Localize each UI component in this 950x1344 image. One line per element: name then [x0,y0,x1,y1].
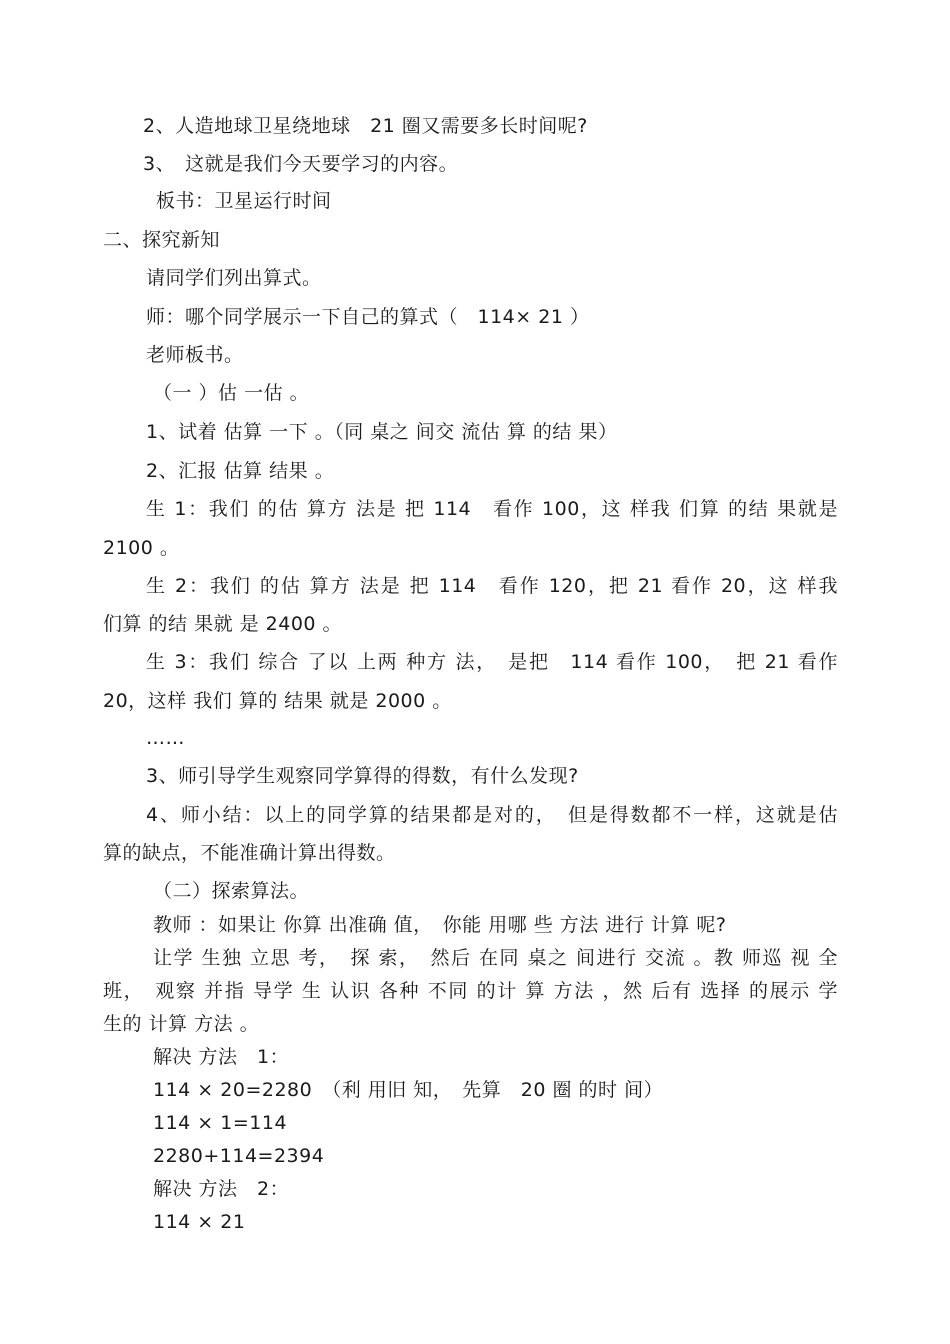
calculation-line: 2280+114=2394 [153,1145,325,1167]
section-heading-2: 二、探究新知 [103,229,221,251]
calculation-line: 114 × 20=2280 （利 用旧 知， 先算 20 圈 的时 间） [153,1079,664,1101]
paragraph-line: 20，这样 我们 算的 结果 就是 2000 。 [103,690,452,712]
method-heading-1: 解决 方法 1： [153,1046,290,1068]
paragraph-line: 1、试着 估算 一下 。（同 桌之 间交 流估 算 的结 果） [146,421,618,443]
paragraph-line: 2、汇报 估算 结果 。 [146,460,335,482]
paragraph-line: 们算 的结 果就 是 2400 。 [103,613,343,635]
blackboard-note: 板书：卫星运行时间 [156,190,332,212]
paragraph-line: 2100 。 [103,537,180,559]
paragraph-line: 让学 生独 立思 考， 探 索， 然后 在同 桌之 间进行 交流 。教 师巡 视 全 [153,947,838,969]
ellipsis-line: …… [146,727,185,749]
question-line-3: 3、 这就是我们今天要学习的内容。 [143,153,459,175]
paragraph-line: 算的缺点，不能准确计算出得数。 [103,842,396,864]
subsection-heading-1: （一 ）估 一估 。 [153,382,310,404]
method-heading-2: 解决 方法 2： [153,1178,290,1200]
paragraph-line: 请同学们列出算式。 [146,267,322,289]
paragraph-line: 教师 ：如果让 你算 出准确 值， 你能 用哪 些 方法 进行 计算 呢? [153,914,727,936]
paragraph-line: 4、师小结：以上的同学算的结果都是对的， 但是得数都不一样，这就是估 [146,804,838,826]
subsection-heading-2: （二）探索算法。 [153,880,310,902]
question-line-2: 2、人造地球卫星绕地球 21 圈又需要多长时间呢? [143,115,588,137]
paragraph-line: 3、师引导学生观察同学算得的得数，有什么发现? [146,765,579,787]
paragraph-line: 生 3：我们 综合 了以 上两 种方 法， 是把 114 看作 100， 把 21 看作 [146,651,838,673]
paragraph-line: 生的 计算 方法 。 [103,1013,260,1035]
paragraph-line: 老师板书。 [146,344,244,366]
paragraph-line: 师：哪个同学展示一下自己的算式（ 114× 21 ） [146,306,590,328]
paragraph-line: 生 2：我们 的估 算方 法是 把 114 看作 120，把 21 看作 20，这 样我 [146,575,838,597]
paragraph-line: 生 1：我们 的估 算方 法是 把 114 看作 100，这 样我 们算 的结 果就是 [146,498,838,520]
calculation-line: 114 × 21 [153,1211,246,1233]
calculation-line: 114 × 1=114 [153,1112,288,1134]
paragraph-line: 班， 观察 并指 导学 生 认识 各种 不同 的计 算 方法 ，然 后有 选择 的展示 学 [103,980,838,1002]
